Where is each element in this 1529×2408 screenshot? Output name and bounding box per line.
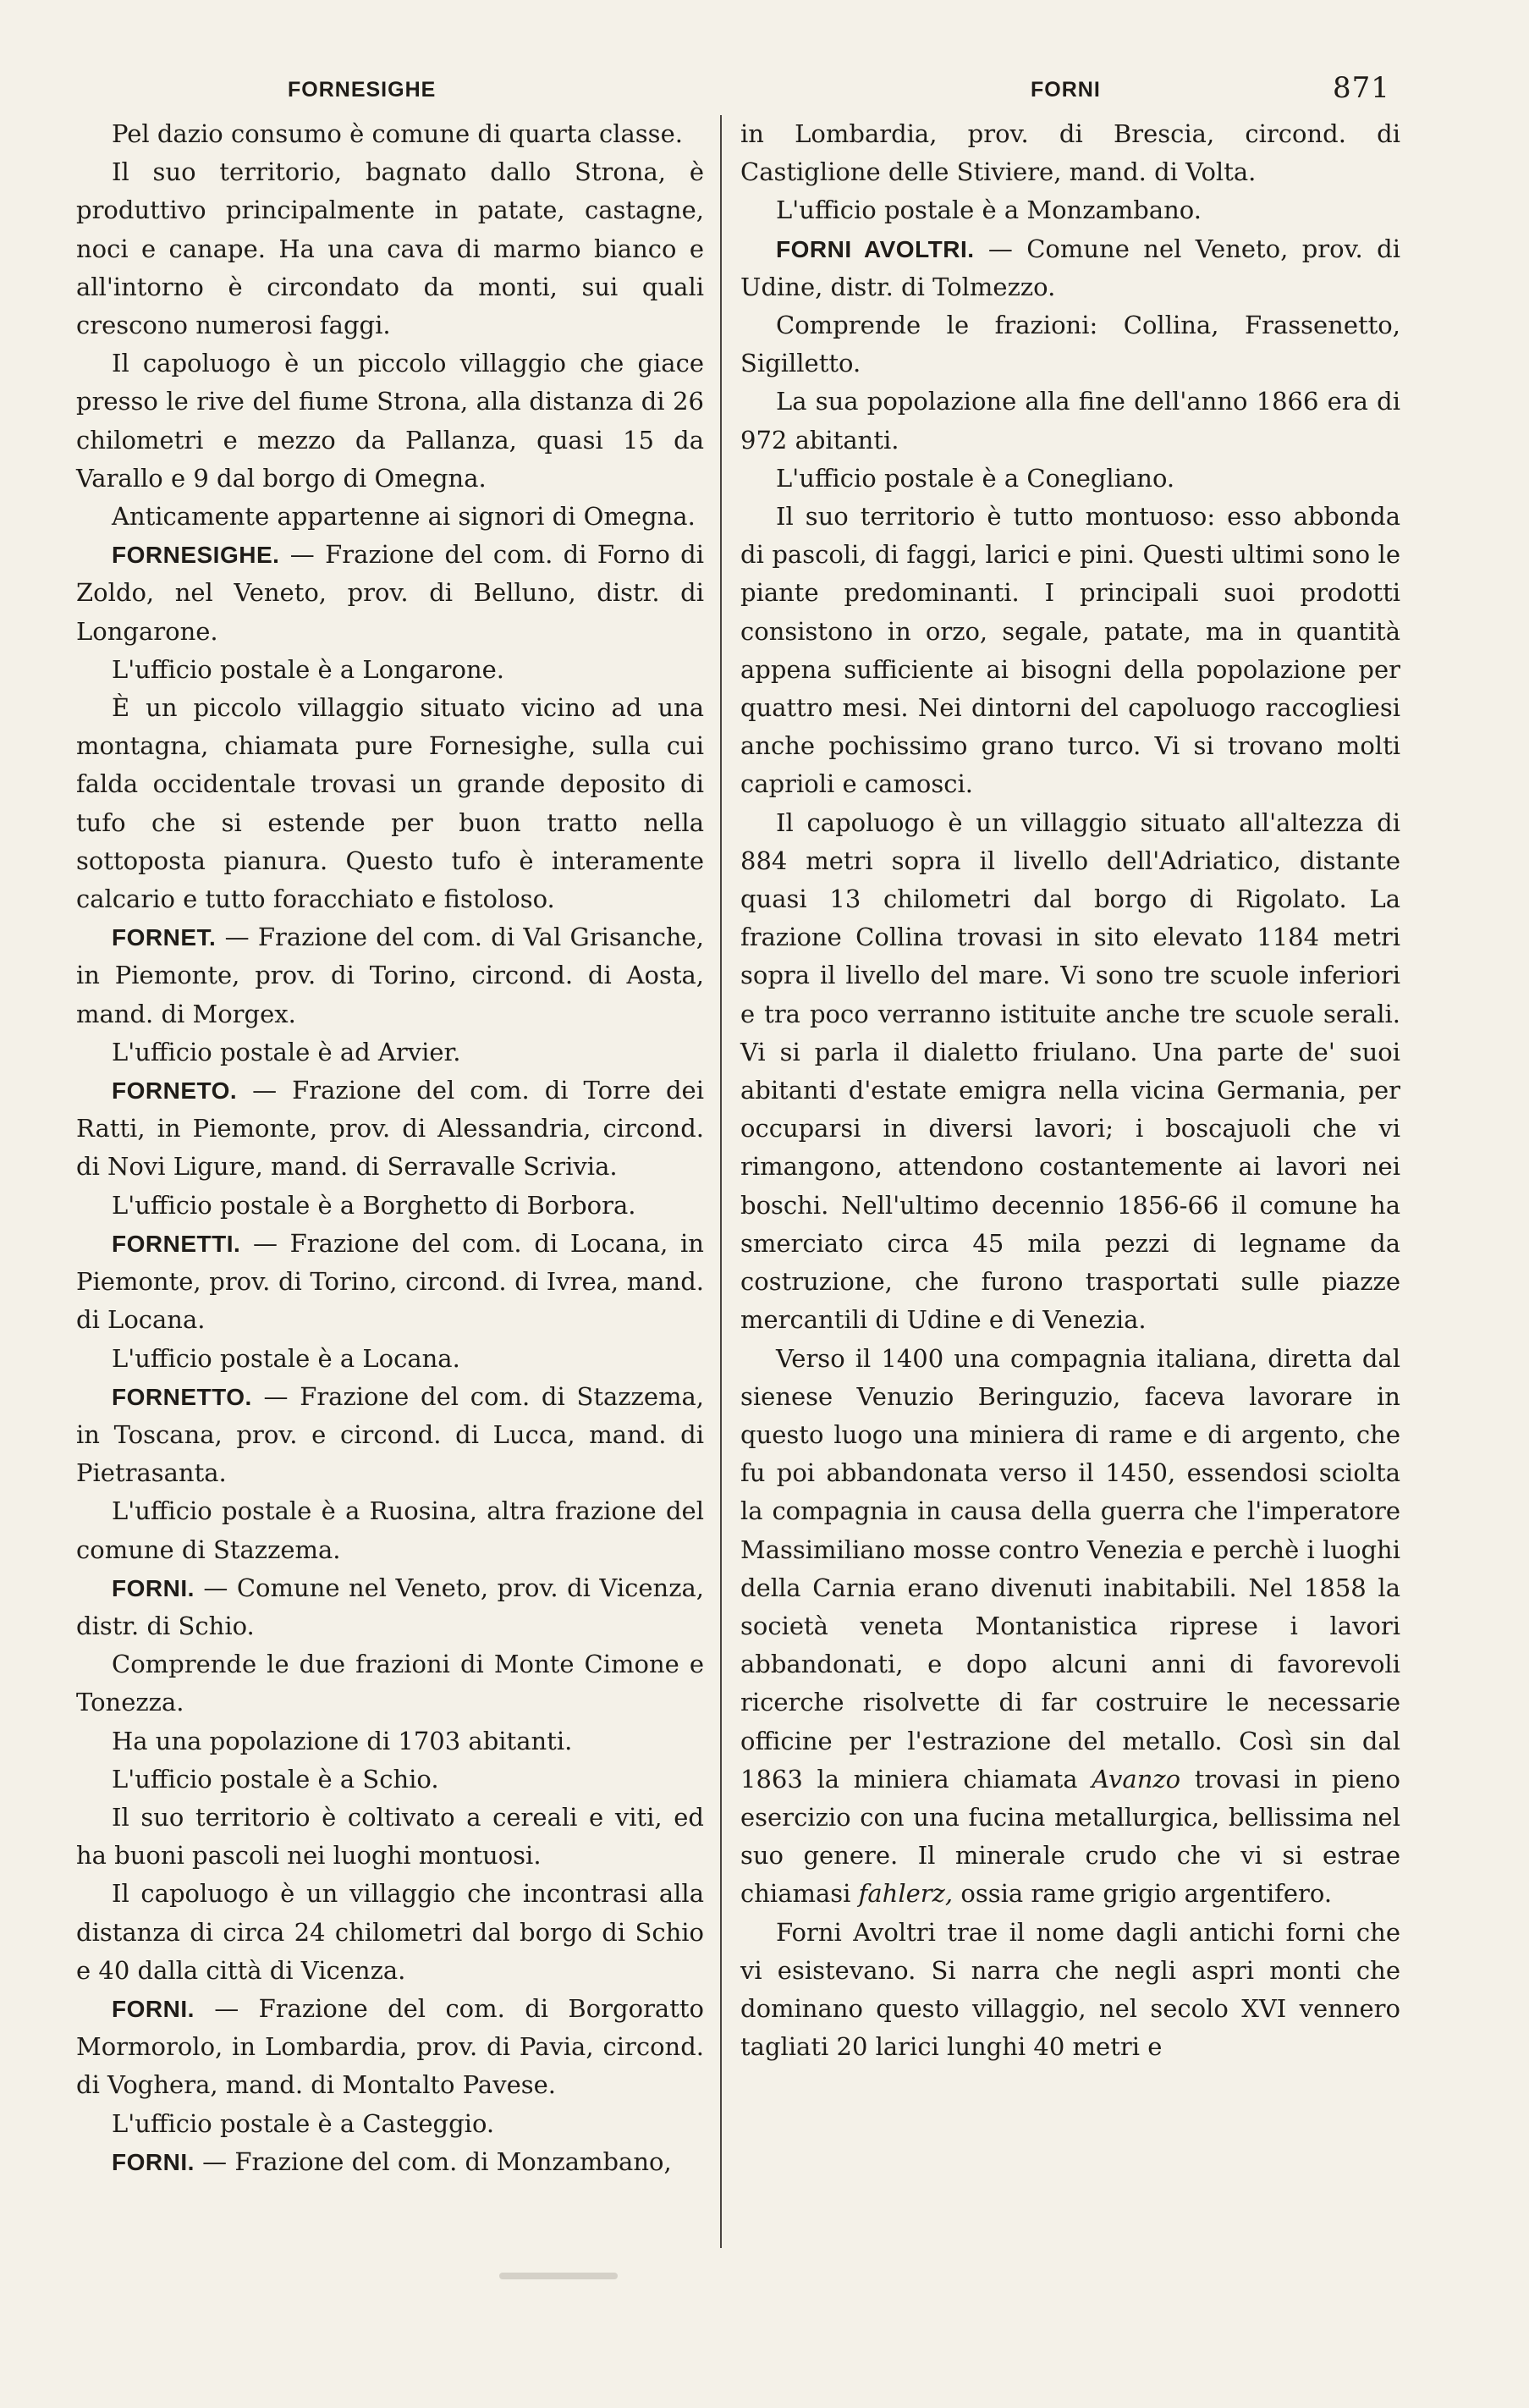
paragraph xyxy=(76,1187,704,1225)
paragraph xyxy=(740,804,1400,1340)
paragraph-text: — Frazione del com. di Val Grisanche, in Piemonte, prov. di Torino, circond. di Aosta, mand. di Morgex. xyxy=(76,923,704,1028)
paragraph-text: L'ufficio postale è a Ruosina, altra frazione del comune di Stazzema. xyxy=(76,1496,704,1564)
paragraph xyxy=(740,1340,1400,1914)
page-number: 871 xyxy=(1333,71,1390,105)
paragraph xyxy=(76,1569,704,1645)
paragraph xyxy=(740,191,1400,229)
entry-headword: FORNI. xyxy=(112,1574,195,1601)
paragraph xyxy=(740,306,1400,383)
paragraph-text: — Frazione del com. di Borgoratto Mormorolo, in Lombardia, prov. di Pavia, circond. di Voghera, mand. di Montalto Pavese. xyxy=(76,1993,704,2100)
paragraph-text: È un piccolo villaggio situato vicino ad una montagna, chiamata pure Fornesighe, sulla cui falda occidentale trovasi un grande deposito di tufo che si estende per buon tratto nella sottoposta pianura. Questo tufo è interamente calcario e tutto foracchiato e fistoloso. xyxy=(76,693,704,914)
paragraph xyxy=(76,344,704,498)
paragraph-text: Ha una popolazione di 1703 abitanti. xyxy=(112,1726,573,1755)
entry-headword: FORNET. xyxy=(112,924,217,951)
paragraph xyxy=(76,1875,704,1990)
entry-headword: FORNETTO. xyxy=(112,1383,252,1410)
paragraph-text: — Comune nel Veneto, prov. di Udine, distr. di Tolmezzo. xyxy=(740,234,1400,301)
paragraph-text: — Frazione del com. di Monzambano, xyxy=(194,2146,672,2176)
paragraph xyxy=(76,1761,704,1799)
italic-term: Avanzo xyxy=(1092,1764,1181,1794)
paragraph xyxy=(76,1378,704,1493)
paragraph xyxy=(76,2105,704,2143)
paragraph xyxy=(76,1492,704,1568)
paragraph xyxy=(76,1799,704,1875)
paragraph-text: L'ufficio postale è a Casteggio. xyxy=(112,2108,495,2138)
paragraph xyxy=(76,1033,704,1072)
paragraph xyxy=(76,1645,704,1722)
paragraph-text: L'ufficio postale è a Monzambano. xyxy=(776,196,1202,225)
entry-headword: FORNI. xyxy=(112,1995,195,2022)
paragraph xyxy=(740,230,1400,306)
paragraph-text: Il capoluogo è un villaggio situato all'altezza di 884 metri sopra il livello dell'Adriatico, distante quasi 13 chilometri dal borgo di Rigolato. La frazione Collina trovasi in sito elevato 1184 metri sopra il livello del mare. Vi sono tre scuole inferiori e tra poco verranno istituite anche tre scuole serali. Vi si parla il dialetto friulano. Una parte de' suoi abitanti d'estate emigra nella vicina Germania, per occuparsi in diversi lavori; i boscajuoli che vi rimangono, attendono costantemente ai lavori nei boschi. Nell'ultimo decennio 1856-66 il comune ha smerciato circa 45 mila pezzi di legname da costruzione, che furono trasportati sulle piazze mercantili di Udine e di Venezia. xyxy=(740,807,1400,1335)
paragraph-text: trovasi in pieno esercizio con una fucina metallurgica, bellissima nel suo genere. Il minerale crudo che vi si estrae chiamasi xyxy=(740,1764,1400,1909)
paragraph xyxy=(76,536,704,651)
paragraph-text: L'ufficio postale è a Borghetto di Borbora. xyxy=(112,1190,636,1220)
paragraph-text: L'ufficio postale è ad Arvier. xyxy=(112,1037,461,1066)
paragraph-text: Anticamente appartenne ai signori di Omegna. xyxy=(112,502,696,532)
paragraph xyxy=(740,498,1400,804)
paragraph xyxy=(76,651,704,689)
paragraph-text: Il suo territorio è coltivato a cereali e viti, ed ha buoni pascoli nei luoghi montuosi. xyxy=(76,1802,704,1871)
paragraph-text: in Lombardia, prov. di Brescia, circond. di Castiglione delle Stiviere, mand. di Volta. xyxy=(740,119,1400,187)
paragraph-text: L'ufficio postale è a Longarone. xyxy=(112,654,504,684)
paragraph-text: L'ufficio postale è a Conegliano. xyxy=(776,463,1175,493)
italic-term: fahlerz, xyxy=(858,1879,954,1909)
entry-headword: FORNETO. xyxy=(112,1077,238,1105)
paragraph xyxy=(76,1340,704,1378)
paragraph xyxy=(76,498,704,536)
paragraph xyxy=(76,2143,704,2181)
paragraph-text: Forni Avoltri trae il nome dagli antichi forni che vi esistevano. Si narra che negli aspri monti che dominano questo villaggio, nel secolo XVI vennero tagliati 20 larici lunghi 40 metri e xyxy=(740,1917,1400,2062)
entry-headword: FORNESIGHE. xyxy=(112,542,280,569)
paragraph xyxy=(740,383,1400,459)
paragraph-text: Il capoluogo è un villaggio che incontrasi alla distanza di circa 24 chilometri dal borgo di Schio e 40 dalla città di Vicenza. xyxy=(76,1879,704,1985)
paragraph-text: ossia rame grigio argentifero. xyxy=(953,1879,1333,1909)
paragraph-text: L'ufficio postale è a Schio. xyxy=(112,1764,439,1794)
paragraph-text: — Frazione del com. di Locana, in Piemonte, prov. di Torino, circond. di Ivrea, mand. di Locana. xyxy=(76,1228,704,1335)
print-smudge xyxy=(499,2273,618,2279)
paragraph xyxy=(76,115,704,153)
paragraph-text: Il suo territorio è tutto montuoso: esso abbonda di pascoli, di faggi, larici e pini. Questi ultimi sono le piante predominanti. I principali suoi prodotti consistono in orzo, segale, patate, ma in quantità appena sufficiente ai bisogni della popolazione per quattro mesi. Nei dintorni del capoluogo raccogliesi anche pochissimo grano turco. Vi si trovano molti caprioli e camosci. xyxy=(740,502,1400,799)
paragraph-text: La sua popolazione alla fine dell'anno 1866 era di 972 abitanti. xyxy=(740,387,1400,455)
paragraph xyxy=(740,1914,1400,2067)
right-running-head: FORNI xyxy=(1031,78,1101,102)
paragraph xyxy=(76,1990,704,2105)
column-divider xyxy=(720,115,722,2248)
paragraph xyxy=(76,918,704,1033)
paragraph xyxy=(740,115,1400,191)
paragraph-text: Il suo territorio, bagnato dallo Strona, è produttivo principalmente in patate, castagne, noci e canape. Ha una cava di marmo bianco e all'intorno è circondato da monti, sui quali crescono numerosi faggi. xyxy=(76,157,704,340)
paragraph xyxy=(76,153,704,344)
paragraph xyxy=(76,1072,704,1187)
entry-headword: FORNETTI. xyxy=(112,1230,241,1257)
left-running-head: FORNESIGHE xyxy=(288,78,437,102)
paragraph xyxy=(76,1225,704,1340)
paragraph-text: — Frazione del com. di Torre dei Ratti, in Piemonte, prov. di Alessandria, circond. di Novi Ligure, mand. di Serravalle Scrivia. xyxy=(76,1076,704,1182)
paragraph-text: Pel dazio consumo è comune di quarta classe. xyxy=(112,119,683,148)
paragraph-text: Verso il 1400 una compagnia italiana, diretta dal sienese Venuzio Beringuzio, faceva lavorare in questo luogo una miniera di rame e di argento, che fu poi abbandonata verso il 1450, essendosi sciolta la compagnia in causa della guerra che l'imperatore Massimiliano mosse contro Venezia e perchè i luoghi della Carnia erano divenuti inabitabili. Nel 1858 la società veneta Montanistica riprese i lavori abbandonati, e dopo alcuni anni di favorevoli ricerche risolvette di far costruire le necessarie officine per l'estrazione del metallo. Così sin dal 1863 la miniera chiamata xyxy=(740,1343,1400,1794)
paragraph xyxy=(76,1722,704,1761)
entry-headword: FORNI AVOLTRI. xyxy=(776,235,975,262)
paragraph-text: — Frazione del com. di Forno di Zoldo, nel Veneto, prov. di Belluno, distr. di Longarone. xyxy=(76,540,704,646)
right-column xyxy=(740,115,1400,2066)
paragraph-text: L'ufficio postale è a Locana. xyxy=(112,1343,460,1373)
left-column xyxy=(76,115,704,2181)
paragraph-text: — Frazione del com. di Stazzema, in Toscana, prov. e circond. di Lucca, mand. di Pietrasanta. xyxy=(76,1381,704,1488)
paragraph-text: Il capoluogo è un piccolo villaggio che giace presso le rive del fiume Strona, alla distanza di 26 chilometri e mezzo da Pallanza, quasi 15 da Varallo e 9 dal borgo di Omegna. xyxy=(76,349,704,493)
paragraph-text: — Comune nel Veneto, prov. di Vicenza, distr. di Schio. xyxy=(76,1573,704,1640)
entry-headword: FORNI. xyxy=(112,2148,195,2175)
paragraph-text: Comprende le due frazioni di Monte Cimone e Tonezza. xyxy=(76,1650,704,1717)
paragraph xyxy=(76,689,704,918)
paragraph-text: Comprende le frazioni: Collina, Frassenetto, Sigilletto. xyxy=(740,311,1400,378)
paragraph xyxy=(740,460,1400,498)
